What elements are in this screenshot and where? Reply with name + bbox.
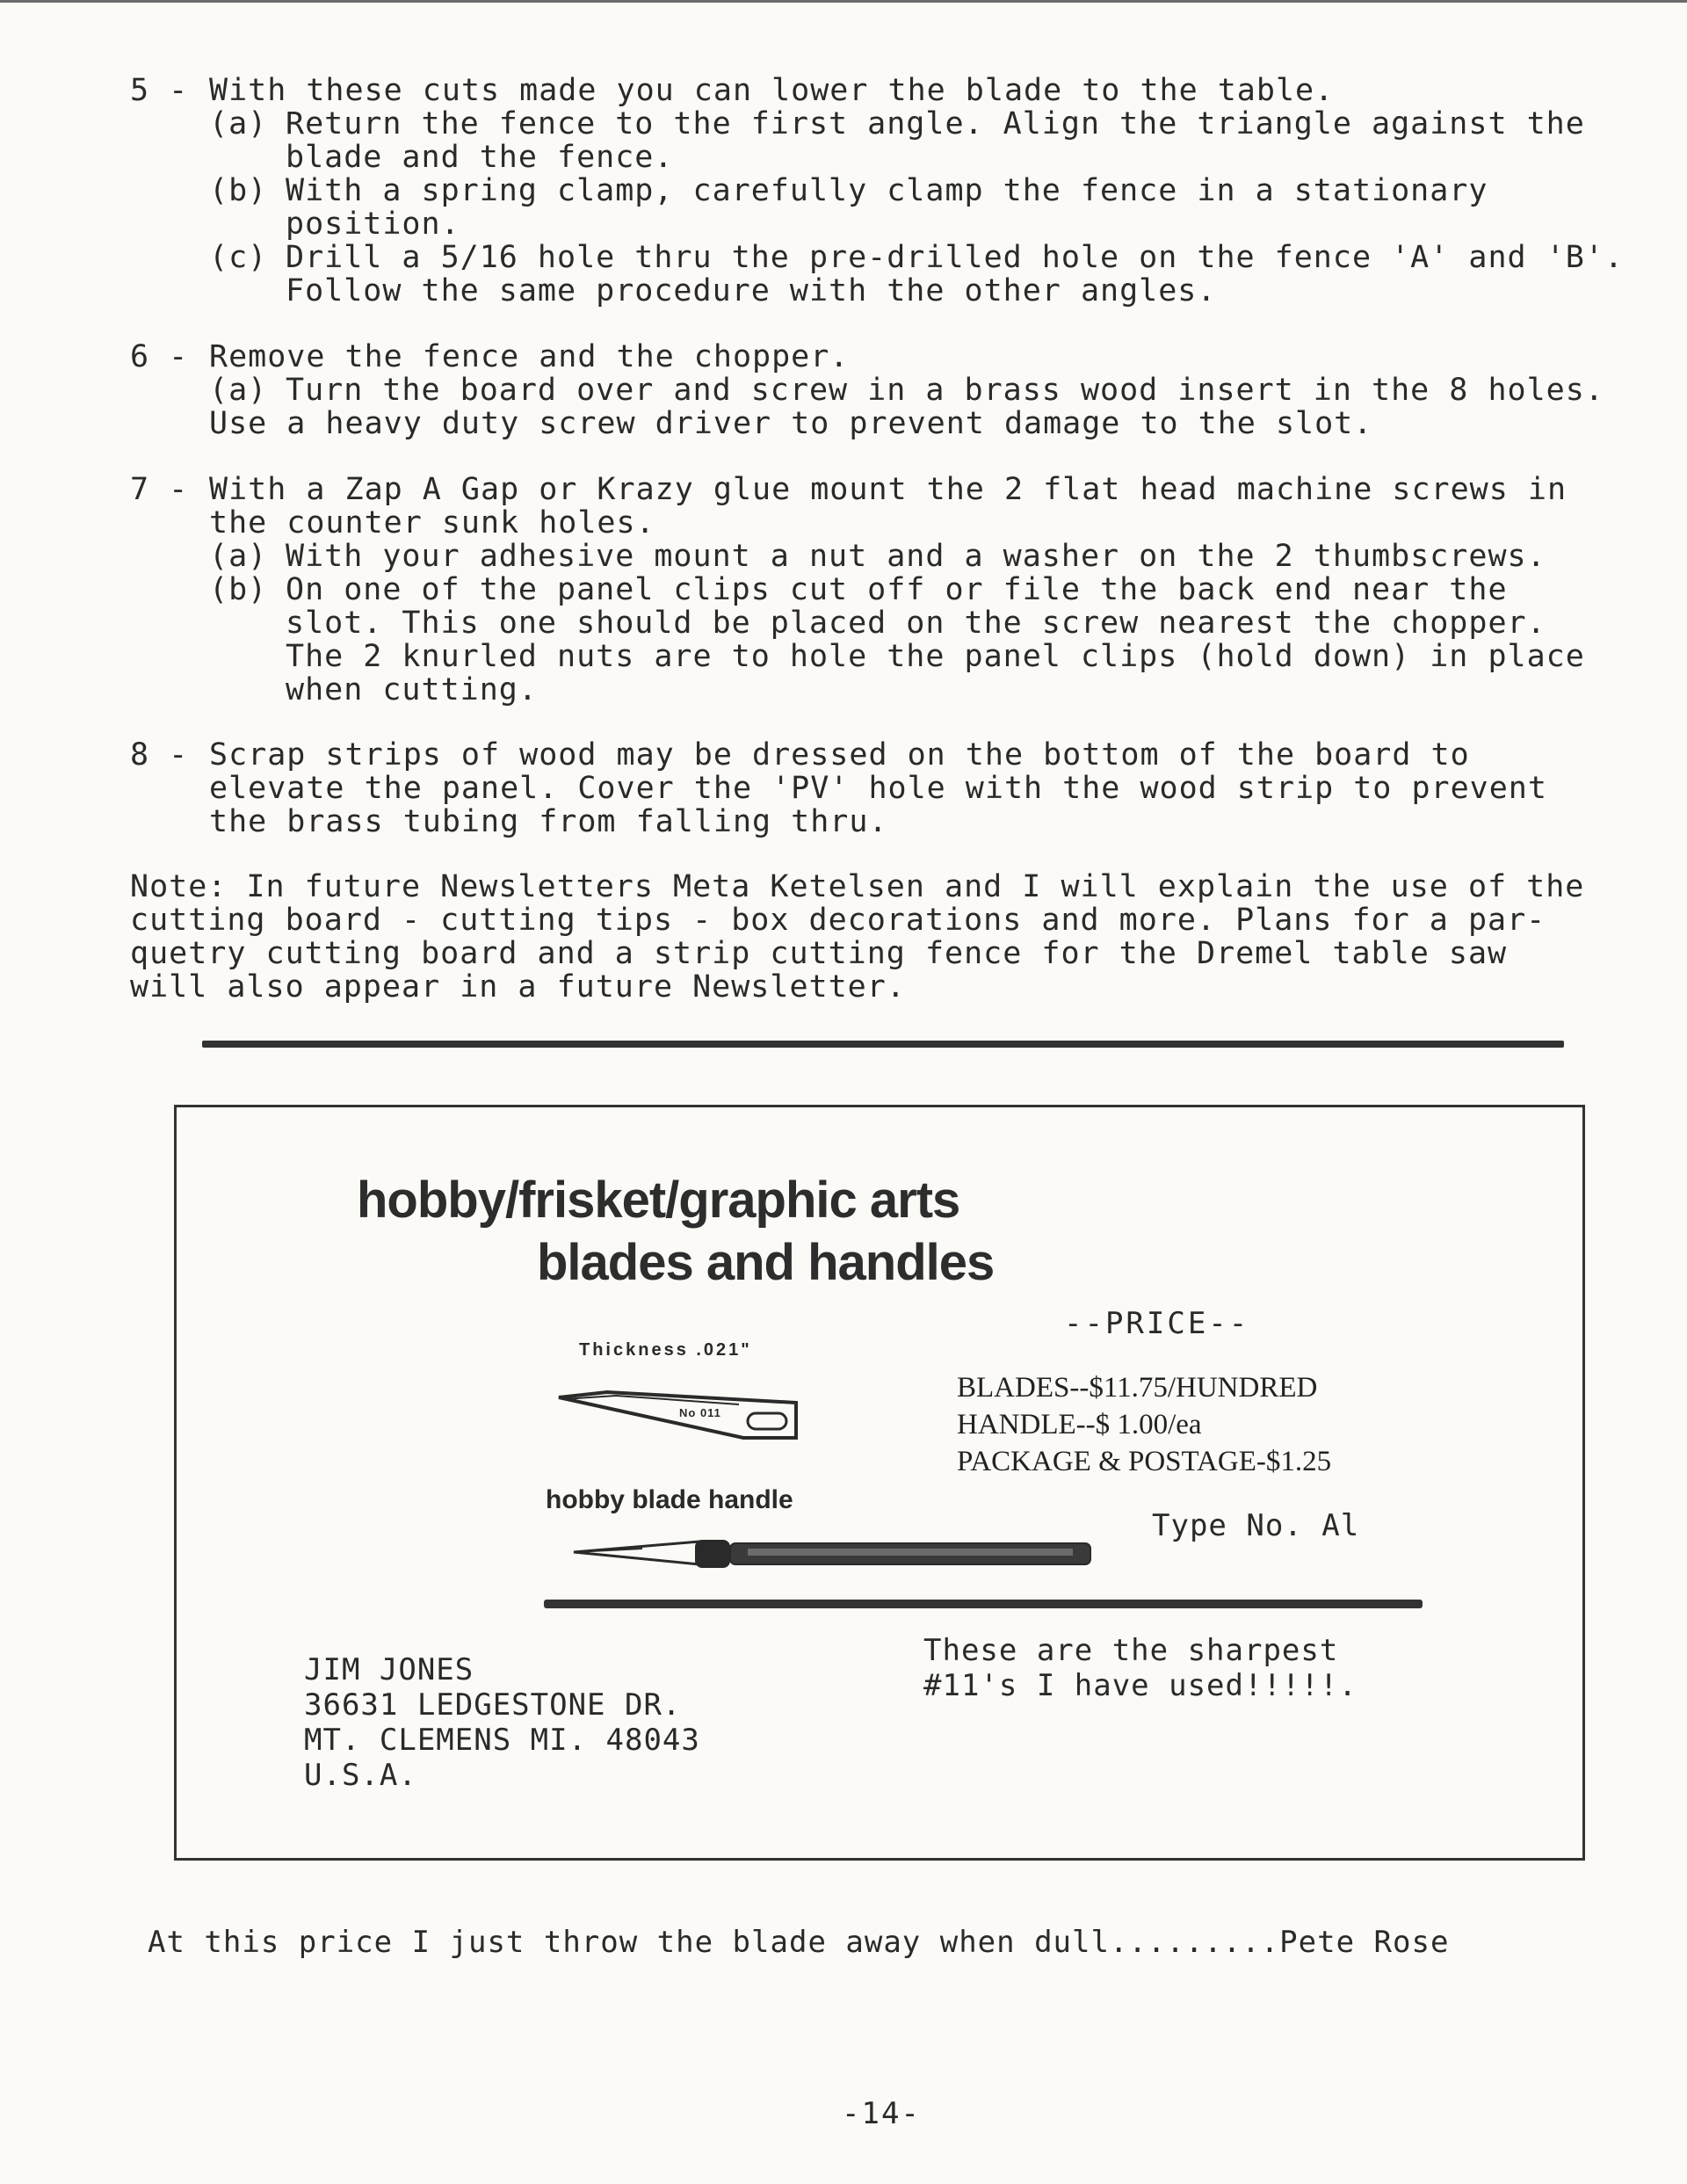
sub-text: when cutting.	[286, 672, 538, 707]
price-heading: --PRICE--	[1064, 1306, 1250, 1341]
address-line: U.S.A.	[304, 1758, 417, 1793]
type-number: Type No. Al	[1152, 1508, 1360, 1543]
step-number: 5 -	[130, 73, 189, 108]
sub-label: (a)	[209, 106, 268, 141]
step-7a	[130, 540, 1641, 573]
sub-text: Follow the same procedure with the other angles.	[286, 273, 1217, 308]
testimonial-line: These are the sharpest	[923, 1633, 1339, 1668]
step-text: Use a heavy duty screw driver to prevent damage to the slot.	[209, 406, 1373, 441]
sub-text: With your adhesive mount a nut and a washer on the 2 thumbscrews.	[286, 539, 1546, 574]
step-7	[130, 473, 1641, 707]
sub-text: With a spring clamp, carefully clamp the fence in a stationary	[286, 173, 1488, 208]
blade-model-mark: No 011	[679, 1406, 721, 1419]
step-text: Scrap strips of wood may be dressed on the bottom of the board to	[209, 737, 1470, 773]
price-list	[957, 1369, 1331, 1480]
page-number: -14-	[842, 2096, 921, 2131]
step-7b	[130, 573, 1641, 707]
ad-title-line-1: hobby/frisket/graphic arts	[357, 1172, 960, 1229]
step-6a	[130, 374, 1641, 407]
note-paragraph	[130, 870, 1641, 1004]
sub-text: Turn the board over and screw in a brass wood insert in the 8 holes.	[286, 373, 1604, 408]
sub-text: slot. This one should be placed on the screw nearest the chopper.	[286, 606, 1546, 641]
section-divider	[202, 1041, 1564, 1048]
price-line: HANDLE--$ 1.00/ea	[957, 1409, 1202, 1440]
step-text: Remove the fence and the chopper.	[209, 339, 850, 374]
handle-illustration-icon	[572, 1527, 1099, 1580]
step-text: the counter sunk holes.	[209, 505, 655, 541]
note-line: Note: In future Newsletters Meta Ketelsen and I will explain the use of the	[130, 869, 1585, 904]
address-block	[304, 1652, 700, 1793]
sub-label: (a)	[209, 373, 268, 408]
footer-quote: At this price I just throw the blade away when dull.........Pete Rose	[148, 1925, 1450, 1960]
sub-label: (b)	[209, 173, 268, 208]
price-line: PACKAGE & POSTAGE-$1.25	[957, 1446, 1332, 1477]
ad-title-line-2: blades and handles	[537, 1234, 995, 1291]
advertisement-box	[174, 1105, 1585, 1861]
sub-label: (b)	[209, 572, 268, 607]
step-5c	[130, 241, 1641, 308]
step-6	[130, 340, 1641, 440]
testimonial-line: #11's I have used!!!!!.	[923, 1668, 1358, 1703]
top-edge-rule	[0, 0, 1687, 3]
sub-label: (a)	[209, 539, 268, 574]
sub-text: blade and the fence.	[286, 140, 674, 175]
handle-caption: hobby blade handle	[546, 1485, 793, 1514]
step-5	[130, 74, 1641, 308]
step-text: elevate the panel. Cover the 'PV' hole with the wood strip to prevent	[209, 771, 1547, 806]
thickness-caption: Thickness .021"	[579, 1340, 752, 1360]
address-line: JIM JONES	[304, 1652, 474, 1687]
testimonial-block	[923, 1633, 1358, 1703]
address-line: MT. CLEMENS MI. 48043	[304, 1723, 700, 1758]
sub-text: On one of the panel clips cut off or file the back end near the	[286, 572, 1508, 607]
step-number: 6 -	[130, 339, 189, 374]
sub-text: Return the fence to the first angle. Align the triangle against the	[286, 106, 1585, 141]
sub-text: position.	[286, 207, 460, 242]
price-line: BLADES--$11.75/HUNDRED	[957, 1372, 1318, 1404]
step-text: the brass tubing from falling thru.	[209, 804, 888, 839]
note-line: will also appear in a future Newsletter.	[130, 969, 906, 1005]
sub-label: (c)	[209, 240, 268, 275]
step-5a	[130, 107, 1641, 174]
note-line: quetry cutting board and a strip cutting fence for the Dremel table saw	[130, 936, 1508, 971]
address-line: 36631 LEDGESTONE DR.	[304, 1687, 682, 1723]
step-text: With these cuts made you can lower the blade to the table.	[209, 73, 1335, 108]
step-text: With a Zap A Gap or Krazy glue mount the 2 flat head machine screws in	[209, 472, 1568, 507]
step-number: 7 -	[130, 472, 189, 507]
step-number: 8 -	[130, 737, 189, 773]
sub-text: Drill a 5/16 hole thru the pre-drilled hole on the fence 'A' and 'B'.	[286, 240, 1624, 275]
note-line: cutting board - cutting tips - box decorations and more. Plans for a par-	[130, 903, 1546, 938]
sub-text: The 2 knurled nuts are to hole the panel clips (hold down) in place	[286, 639, 1585, 674]
step-5b	[130, 174, 1641, 241]
step-8	[130, 738, 1641, 838]
ad-divider	[544, 1600, 1423, 1608]
